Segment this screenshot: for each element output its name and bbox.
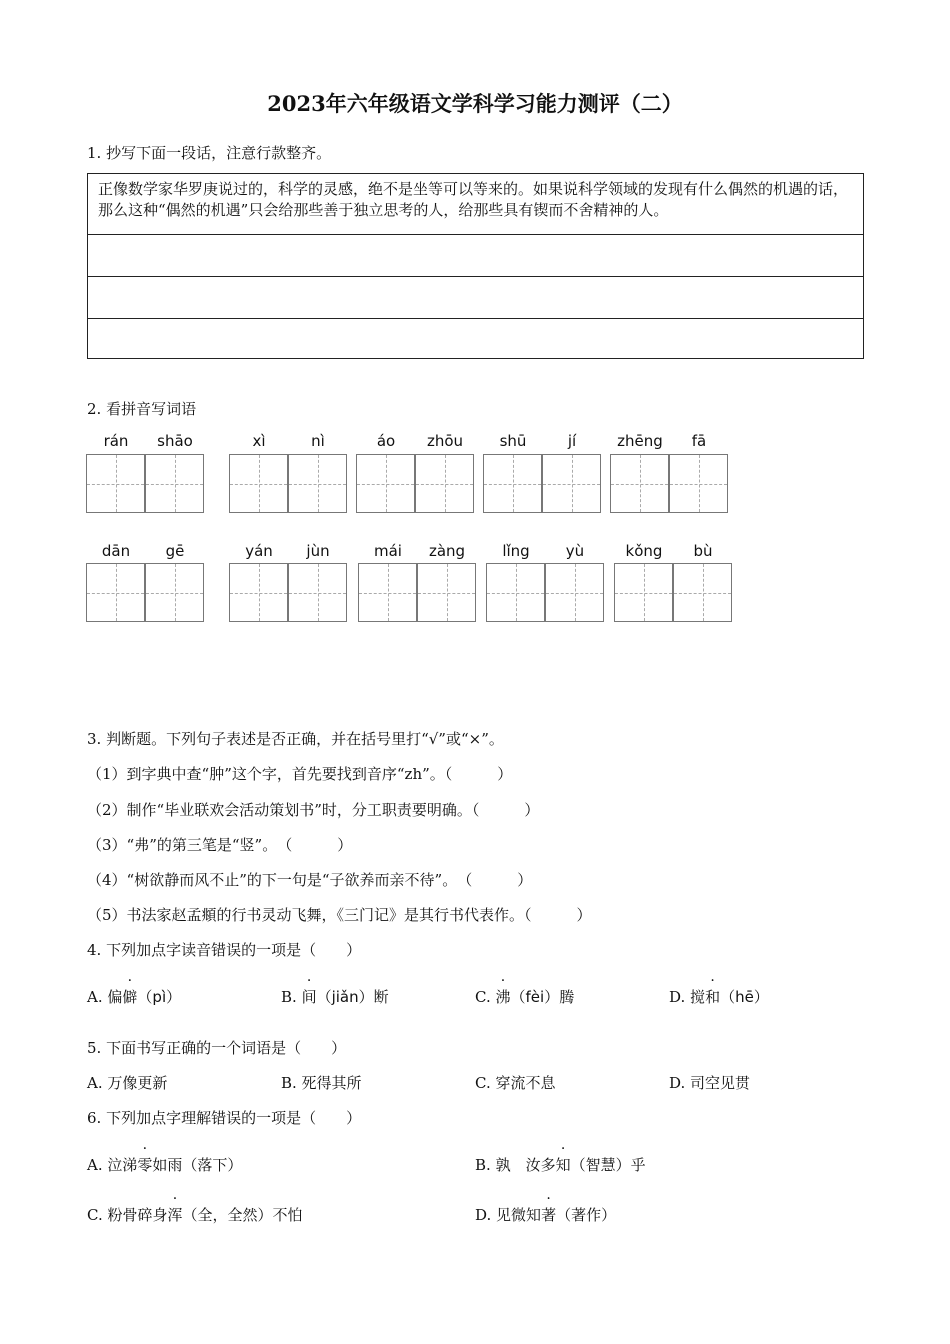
- writing-cell[interactable]: [288, 454, 347, 513]
- q5-option-a[interactable]: A. 万像更新: [87, 1074, 168, 1092]
- q4-option-c[interactable]: C. 沸（fèi）腾: [475, 988, 575, 1006]
- pinyin-label: zàng: [428, 542, 466, 560]
- pinyin-label: zhēng: [617, 432, 663, 450]
- writing-cell[interactable]: [145, 454, 204, 513]
- pinyin-label: yán: [245, 542, 273, 560]
- writing-cell[interactable]: [86, 563, 145, 622]
- pinyin-label: shāo: [157, 432, 193, 450]
- q3-item-1: （1）到字典中查“肿”这个字，首先要找到音序“zh”。（ ）: [87, 765, 513, 783]
- q2-prompt: 2. 看拼音写词语: [87, 400, 197, 418]
- copy-line-1[interactable]: [88, 235, 863, 277]
- q5-option-c[interactable]: C. 穿流不息: [475, 1074, 556, 1092]
- pinyin-label: fā: [691, 432, 707, 450]
- copy-source-text: 正像数学家华罗庚说过的，科学的灵感，绝不是坐等可以等来的。如果说科学领域的发现有什么偶然的机遇的话，那么这种“偶然的机遇”只会给那些善于独立思考的人，给那些具有锲而不舍精神的人。: [98, 180, 849, 219]
- writing-cell[interactable]: [229, 563, 288, 622]
- q6-option-b[interactable]: B. 孰 汝多知（智慧）乎: [475, 1156, 646, 1174]
- pinyin-label: dān: [101, 542, 131, 560]
- q3-item-5: （5）书法家赵孟頫的行书灵动飞舞，《三门记》是其行书代表作。（ ）: [87, 906, 592, 924]
- q3-item-3: （3）“弗”的第三笔是“竖”。 （ ）: [87, 836, 353, 854]
- q4-option-d[interactable]: D. 搅和（hē）: [669, 988, 769, 1006]
- writing-cell[interactable]: [417, 563, 476, 622]
- q5-prompt: 5. 下面书写正确的一个词语是（ ）: [87, 1039, 347, 1057]
- writing-cell[interactable]: [610, 454, 669, 513]
- q3-item-2: （2）制作“毕业联欢会活动策划书”时，分工职责要明确。（ ）: [87, 801, 540, 819]
- writing-cell[interactable]: [483, 454, 542, 513]
- writing-cell[interactable]: [288, 563, 347, 622]
- q3-prompt: 3. 判断题。下列句子表述是否正确，并在括号里打“√”或“×”。: [87, 730, 504, 748]
- q5-option-d[interactable]: D. 司空见贯: [669, 1074, 751, 1092]
- writing-cell[interactable]: [486, 563, 545, 622]
- writing-cell[interactable]: [145, 563, 204, 622]
- pinyin-label: bù: [693, 542, 713, 560]
- q4-prompt: 4. 下列加点字读音错误的一项是（ ）: [87, 941, 362, 959]
- copy-line-2[interactable]: [88, 277, 863, 319]
- pinyin-label: shū: [499, 432, 527, 450]
- pinyin-label: rán: [103, 432, 129, 450]
- pinyin-label: yù: [565, 542, 585, 560]
- writing-cell[interactable]: [86, 454, 145, 513]
- q6-option-a[interactable]: A. 泣涕零如雨（落下）: [87, 1156, 243, 1174]
- q4-option-a[interactable]: A. 偏僻（pì）: [87, 988, 182, 1006]
- q6-option-d[interactable]: D. 见微知著（著作）: [475, 1206, 617, 1224]
- pinyin-label: xì: [252, 432, 266, 450]
- writing-cell[interactable]: [358, 563, 417, 622]
- q6-option-c[interactable]: C. 粉骨碎身浑（全，全然）不怕: [87, 1206, 303, 1224]
- copy-line-3[interactable]: [88, 319, 863, 360]
- pinyin-label: nì: [311, 432, 325, 450]
- copy-row-text: [88, 174, 863, 235]
- pinyin-label: lǐng: [502, 542, 530, 560]
- writing-cell[interactable]: [669, 454, 728, 513]
- writing-cell[interactable]: [614, 563, 673, 622]
- q4-option-b[interactable]: B. 间（jiǎn）断: [281, 988, 389, 1006]
- pinyin-label: jí: [567, 432, 577, 450]
- pinyin-label: zhōu: [426, 432, 464, 450]
- page-title: 2023年六年级语文学科学习能力测评（二）: [267, 91, 683, 116]
- writing-cell[interactable]: [542, 454, 601, 513]
- q1-prompt: 1. 抄写下面一段话，注意行款整齐。: [87, 144, 332, 162]
- writing-cell[interactable]: [415, 454, 474, 513]
- writing-cell[interactable]: [545, 563, 604, 622]
- pinyin-label: áo: [376, 432, 396, 450]
- pinyin-label: mái: [374, 542, 402, 560]
- pinyin-label: jùn: [306, 542, 330, 560]
- copy-box: [87, 173, 864, 359]
- writing-cell[interactable]: [356, 454, 415, 513]
- q5-option-b[interactable]: B. 死得其所: [281, 1074, 362, 1092]
- q6-prompt: 6. 下列加点字理解错误的一项是（ ）: [87, 1109, 362, 1127]
- writing-cell[interactable]: [229, 454, 288, 513]
- q3-item-4: （4）“树欲静而风不止”的下一句是“子欲养而亲不待”。 （ ）: [87, 871, 533, 889]
- writing-cell[interactable]: [673, 563, 732, 622]
- pinyin-label: kǒng: [625, 542, 663, 560]
- pinyin-label: gē: [165, 542, 185, 560]
